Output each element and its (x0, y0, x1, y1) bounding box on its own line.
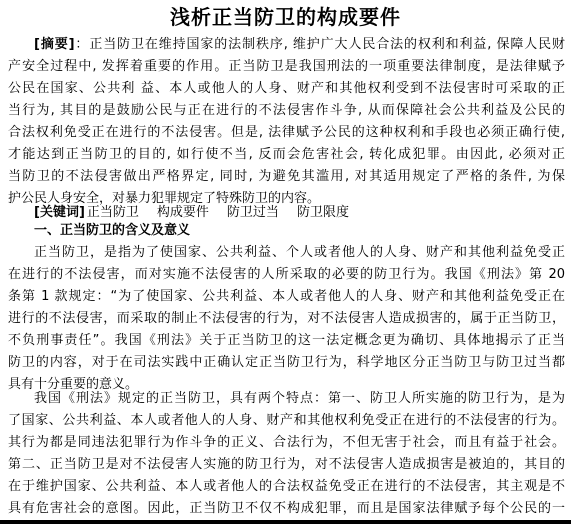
keyword-item: 构成要件 (156, 205, 209, 220)
keywords-label: [关键词] (34, 205, 85, 220)
para2-line-5: 在于维护国家、公共利益、本人或者他人的合法权益免受正在进行的不法侵害，其主观是不 (8, 479, 565, 494)
keyword-item: 防卫限度 (296, 205, 349, 220)
abstract-line-8: 护公民人身安全，对暴力犯罪规定了特殊防卫的内容。 (8, 191, 321, 206)
para1-line-7: 具有十分重要的意义。 (8, 377, 139, 392)
abstract-label: [摘要] (34, 37, 75, 52)
page-bottom-border (0, 520, 571, 524)
para1-line-3: 条第 1 款规定：“为了使国家、公共利益、本人或者他人的人身、财产和其他利益免受正在 (8, 289, 565, 304)
keyword-item: 正当防卫 (86, 205, 139, 220)
para1-line-1: 正当防卫，是指为了使国家、公共利益、个人或者他人的人身、财产和其他利益免受正 (34, 245, 565, 260)
para2-line-3: 其行为都是同违法犯罪行为作斗争的正义、合法行为，不但无害于社会，而且有益于社会。 (8, 435, 565, 450)
abstract-line-1: [摘要]：正当防卫在维持国家的法制秩序, 维护广大人民合法的权利和利益, 保障人民财 (34, 37, 565, 52)
para2-line-6: 具有危害社会的意图。因此，正当防卫不仅不构成犯罪，而且是国家法律赋予每个公民的一 (8, 501, 565, 516)
abstract-line-7: 当防卫的不法侵害做出严格界定, 同时, 为避免其滥用, 对其适用规定了严格的条件, 为保 (8, 169, 565, 184)
para2-line-2: 了国家、公共利益、本人或者他人的人身、财产和其他权利免受正在进行的不法侵害的行为。 (8, 413, 565, 428)
para1-line-6: 防卫的内容，对于在司法实践中正确认定正当防卫行为，科学地区分正当防卫与防卫过当都 (8, 355, 565, 370)
section-heading: 一、正当防卫的含义及意义 (34, 223, 191, 238)
para1-line-4: 进行的不法侵害，而采取的制止不法侵害的行为，对不法侵害人造成损害的，属于正当防卫， (8, 311, 565, 326)
para1-line-5: 不负刑事责任”。我国《刑法》关于正当防卫的这一法定概念更为确切、具体地揭示了正当 (8, 333, 565, 348)
abstract-line-6: 才能达到正当防卫的目的, 如行使不当, 反而会危害社会, 转化成犯罪。由因此, 必须对正 (8, 147, 565, 162)
abstract-line-4: 当行为, 其目的是鼓励公民与正在进行的不法侵害作斗争, 从而保障社会公共利益及公民的 (8, 103, 565, 118)
para1-line-2: 在进行的不法侵害，而对实施不法侵害的人所采取的必要的防卫行为。我国《刑法》第 20 (8, 267, 565, 282)
abstract-line-3: 公民在国家、公共利 益、本人或他人的人身、财产和其他权利受到不法侵害时可采取的正 (8, 81, 565, 96)
document-title: 浅析正当防卫的构成要件 (170, 5, 401, 29)
para2-line-1: 我国《刑法》规定的正当防卫，具有两个特点：第一、防卫人所实施的防卫行为，是为 (34, 391, 565, 406)
keyword-item: 防卫过当 (226, 205, 279, 220)
para2-line-4: 第二、正当防卫是对不法侵害人实施的防卫行为，对不法侵害人造成损害是被迫的，其目的 (8, 457, 565, 472)
abstract-line-5: 合法权利免受正在进行的不法侵害。但是, 法律赋予公民的这种权利和手段也必须正确行使, (8, 125, 565, 140)
abstract-line-2: 产安全过程中, 发挥着重要的作用。正当防卫是我国刑法的一项重要法律制度，是法律赋予 (8, 59, 565, 74)
